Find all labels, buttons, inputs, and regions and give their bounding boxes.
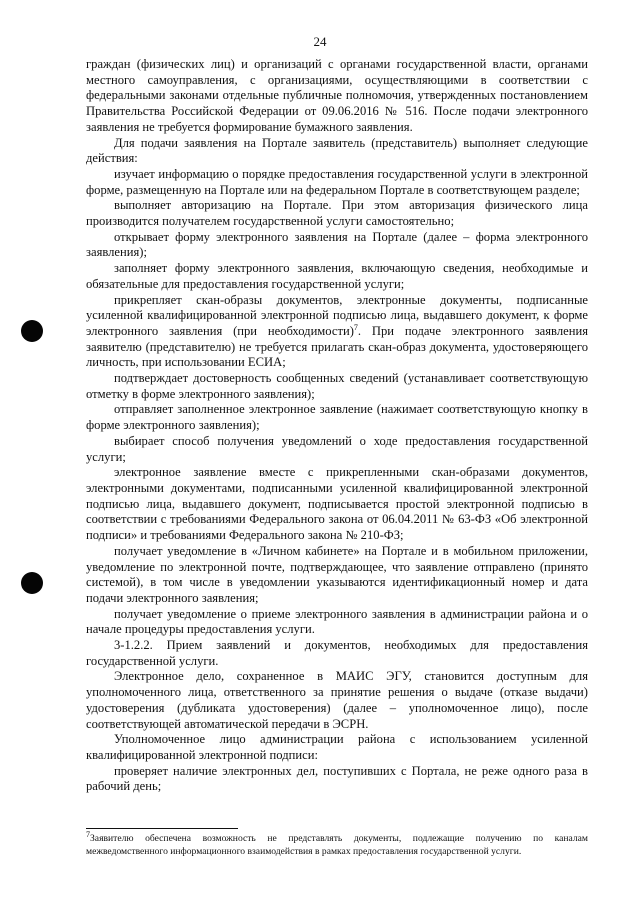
footnote-separator bbox=[86, 828, 238, 829]
punch-hole-mark bbox=[21, 320, 43, 342]
paragraph: электронное заявление вместе с прикрепленными скан-образами документов, электронными документами, подписанными усиленной квалифицированной электронной подписью лица, выдавшего документ, подписывается простой электронной подписью в соответствии с требованиями Федерального закона от 06.04.2011 № 63-ФЗ «Об электронной подписи» и требованиями Федерального закона № 210-ФЗ; bbox=[86, 465, 588, 543]
footnote-marker: 7 bbox=[86, 829, 90, 839]
footnote bbox=[86, 829, 588, 858]
punch-hole-mark bbox=[21, 572, 43, 594]
paragraph: выполняет авторизацию на Портале. При этом авторизация физического лица производится получателем государственной услуги самостоятельно; bbox=[86, 198, 588, 229]
paragraph-text: прикрепляет скан-образы документов, электронные документы, подписанные усиленной квалифицированной электронной подписью лица, выдавшего документ, к форме электронного заявления (при необходимости) bbox=[86, 292, 588, 338]
paragraph: подтверждает достоверность сообщенных сведений (устанавливает соответствующую отметку в форме электронного заявления); bbox=[86, 371, 588, 401]
body-text bbox=[86, 57, 588, 795]
paragraph: выбирает способ получения уведомлений о ходе предоставления государственной услуги; bbox=[86, 433, 588, 464]
paragraph: получает уведомление о приеме электронного заявления в администрации района и о начале процедуры предоставления услуги. bbox=[86, 606, 588, 637]
paragraph: открывает форму электронного заявления на Портале (далее – форма электронного заявления); bbox=[86, 229, 588, 260]
section-heading: 3-1.2.2. Прием заявлений и документов, необходимых для предоставления государственной услуги. bbox=[86, 638, 588, 668]
paragraph: получает уведомление в «Личном кабинете» на Портале и в мобильном приложении, уведомление по электронной почте, подтверждающее, что заявление отправлено (принято системой), в том числе в уведомлении указываются идентификационный номер и дата подачи электронного заявления; bbox=[86, 543, 588, 605]
paragraph: отправляет заполненное электронное заявление (нажимает соответствующую кнопку в форме электронного заявления); bbox=[86, 402, 588, 433]
paragraph: Электронное дело, сохраненное в МАИС ЭГУ, становится доступным для уполномоченного лица, ответственного за принятие решения о выдаче (отказе выдачи) удостоверения (дубликата удостоверения) (далее – уполномоченное лицо), после соответствующей автоматической передачи в ЭСРН. bbox=[86, 669, 588, 731]
paragraph: Уполномоченное лицо администрации района с использованием усиленной квалифицированной электронной подписи: bbox=[86, 732, 588, 762]
paragraph-with-footnote bbox=[86, 293, 588, 372]
footnote-text: Заявителю обеспечена возможность не представлять документы, подлежащие получению по каналам межведомственного информационного взаимодействия в рамках предоставления государственной услуги. bbox=[86, 833, 588, 857]
paragraph: заполняет форму электронного заявления, включающую сведения, необходимые и обязательные для предоставления государственной услуги; bbox=[86, 261, 588, 291]
paragraph: Для подачи заявления на Портале заявитель (представитель) выполняет следующие действия: bbox=[86, 135, 588, 166]
paragraph: изучает информацию о порядке предоставления государственной услуги в электронной форме, размещенную на Портале или на федеральном Портале в соответствующем разделе; bbox=[86, 166, 588, 197]
paragraph: граждан (физических лиц) и организаций с органами государственной власти, органами местного самоуправления, с организациями, осуществляющими в соответствии с федеральными законами отдельные публичные полномочия, утвержденных постановлением Правительства Российской Федерации от 09.06.2016 № 516. После подачи электронного заявления не требуется формирование бумажного заявления. bbox=[86, 57, 588, 134]
paragraph: проверяет наличие электронных дел, поступивших с Портала, не реже одного раза в рабочий день; bbox=[86, 763, 588, 794]
paragraph-text-continued: . При подаче электронного заявления заявителю (представителю) не требуется прилагать скан-образ документа, удостоверяющего личность, при использовании ЕСИА; bbox=[86, 323, 588, 370]
page-number: 24 bbox=[313, 34, 327, 49]
footnote-reference: 7 bbox=[353, 322, 358, 332]
